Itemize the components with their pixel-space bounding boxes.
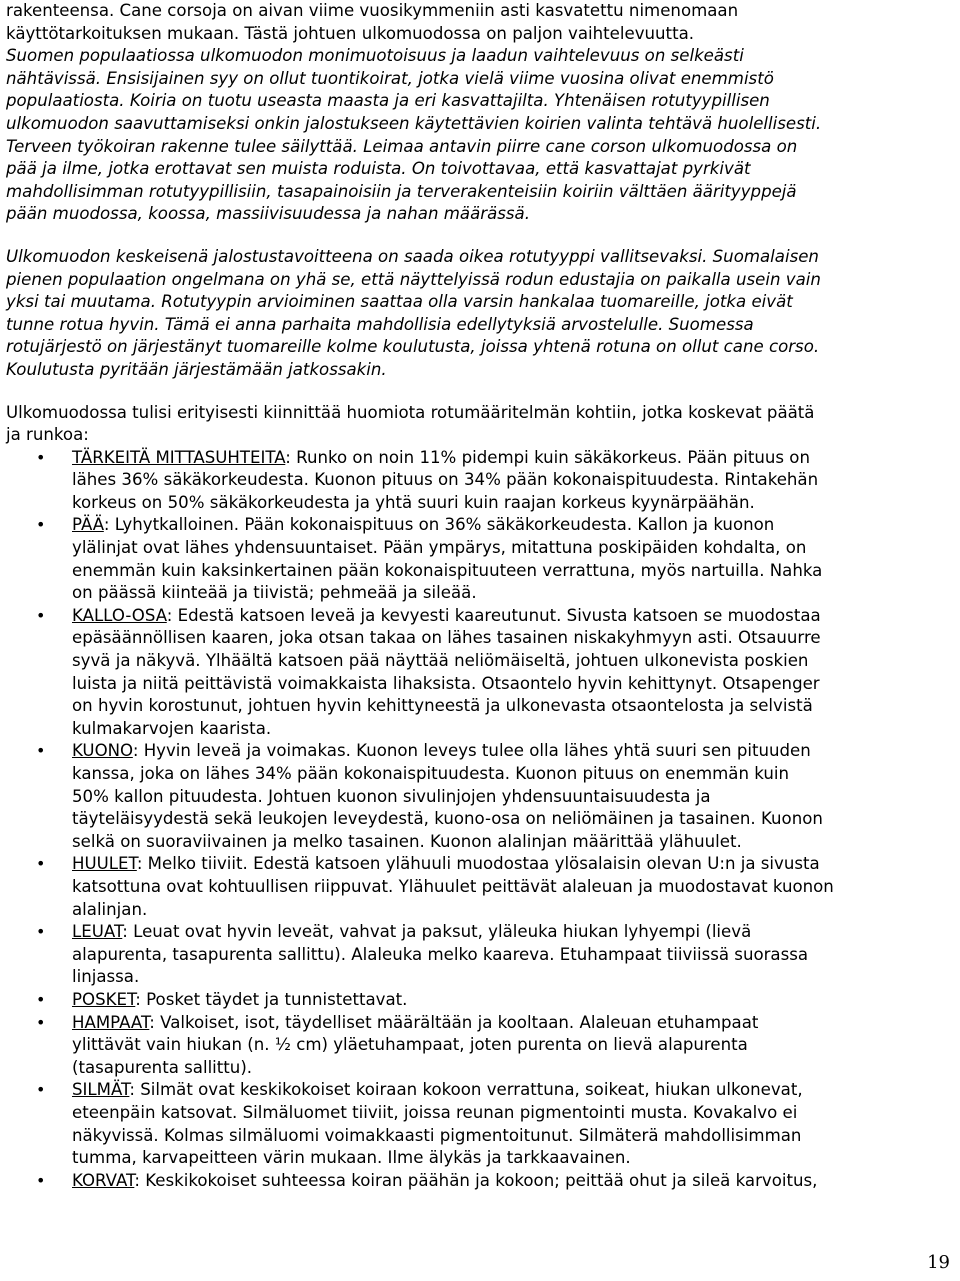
bullet-icon: • [36, 741, 46, 761]
list-item [6, 605, 956, 741]
paragraph-intro [6, 0, 956, 226]
text-line: lähes 36% säkäkorkeudesta. Kuonon pituus on 34% pään kokonaispituudesta. Rintakehän [72, 470, 819, 490]
text-line: käyttötarkoituksen mukaan. Tästä johtuen ulkomuodossa on paljon vaihtelevuutta. [6, 23, 695, 43]
text-line: tunne rotua hyvin. Tämä ei anna parhaita mahdollisia edellytyksiä arvostelulle. Suomessa [6, 314, 754, 334]
bullet-icon: • [36, 1012, 46, 1032]
text-line: linjassa. [72, 967, 140, 987]
text-line: pienen populaation ongelmana on yhä se, että näyttelyissä rodun edustajia on paikalla usein vain [6, 269, 821, 289]
item-term: LEUAT [72, 922, 123, 942]
item-text: : Runko on noin 11% pidempi kuin säkäkorkeus. Pään pituus on [285, 447, 810, 467]
item-text: : Melko tiiviit. Edestä katsoen ylähuuli muodostaa ylösalaisin olevan U:n ja sivusta [136, 854, 820, 874]
item-term: KALLO-OSA [72, 605, 167, 625]
text-line: (tasapurenta sallittu). [72, 1057, 253, 1077]
list-item [6, 921, 956, 989]
text-line: enemmän kuin kaksinkertainen pään kokonaispituuteen verrattuna, myös nartuilla. Nahka [72, 560, 823, 580]
text-line: ylälinjat ovat lähes yhdensuuntaiset. Pään ympärys, mitattuna poskipäiden kohdalta, on [72, 538, 807, 558]
item-text: : Valkoiset, isot, täydelliset määrältään ja kooltaan. Alaleuan etuhampaat [149, 1012, 759, 1032]
list-item [6, 514, 956, 604]
text-line: luista ja niitä peittävistä voimakkaista lihaksista. Otsaontelo hyvin kehittynyt. Otsapenger [72, 673, 820, 693]
list-item [6, 1012, 956, 1080]
item-text: : Hyvin leveä ja voimakas. Kuonon leveys tulee olla lähes yhtä suuri sen pituuden [132, 741, 811, 761]
item-term: SILMÄT [72, 1080, 130, 1100]
text-line: Koulutusta pyritään järjestämään jatkossakin. [6, 359, 387, 379]
text-line: alalinjan. [72, 899, 148, 919]
text-line: 50% kallon pituudesta. Johtuen kuonon sivulinjojen yhdensuuntaisuudesta ja [72, 786, 711, 806]
text-line: kanssa, joka on lähes 34% pään kokonaispituudesta. Kuonon pituus on enemmän kuin [72, 764, 789, 783]
item-text: : Posket täydet ja tunnistettavat. [135, 989, 408, 1009]
text-line: mahdollisimman rotutyypillisiin, tasapainoisiin ja terverakenteisiin koiriin välttäen äärityyppejä [6, 181, 797, 201]
item-term: HAMPAAT [72, 1012, 150, 1032]
text-line: kulmakarvojen kaarista. [72, 718, 272, 738]
text-line: on hyvin korostunut, johtuen hyvin kehittyneestä ja ulkonevasta otsaontelosta ja selvistä [72, 696, 813, 716]
item-term: POSKET [72, 989, 136, 1009]
bullet-icon: • [36, 989, 46, 1009]
text-line: ulkomuodon saavuttamiseksi onkin jalostukseen käytettävien koirien valinta tehtävä huolellisesti. [6, 113, 822, 133]
item-text: : Leuat ovat hyvin leveät, vahvat ja paksut, yläleuka hiukan lyhyempi (lievä [122, 922, 752, 942]
text-line: pää ja ilme, jotka erottavat sen muista roduista. On toivottavaa, että kasvattajat pyrkivät [6, 159, 751, 179]
list-item [6, 989, 956, 1012]
item-text: : Keskikokoiset suhteessa koiran päähän ja kokoon; peittää ohut ja sileä karvoitus, [134, 1170, 818, 1190]
text-line: tumma, karvapeitteen värin mukaan. Ilme älykäs ja tarkkaavainen. [72, 1148, 631, 1168]
text-line: pään muodossa, koossa, massiivisuudessa ja nahan määrässä. [6, 204, 530, 224]
text-line: Terveen työkoiran rakenne tulee säilyttää. Leimaa antavin piirre cane corson ulkomuodossa on [6, 136, 798, 156]
text-line: rotujärjestö on järjestänyt tuomareille kolme koulutusta, joissa yhtenä rotuna on ollut cane corso. [6, 337, 820, 357]
item-term: PÄÄ [72, 515, 104, 535]
document-page [6, 0, 956, 1192]
list-item [6, 1170, 956, 1193]
bullet-icon: • [36, 854, 46, 874]
text-line: ja runkoa: [6, 425, 89, 445]
text-line: ylittävät vain hiukan (n. ½ cm) yläetuhampaat, joten purenta on lievä alapurenta [72, 1035, 748, 1055]
text-line: näkyvissä. Kolmas silmäluomi voimakkaasti pigmentoitunut. Silmäterä mahdollisimman [72, 1125, 802, 1145]
bullet-icon: • [36, 922, 46, 942]
text-line: on päässä kiinteää ja tiivistä; pehmeää ja sileää. [72, 583, 477, 603]
page-number: 19 [927, 1252, 950, 1273]
item-term: HUULET [72, 854, 137, 874]
list-item [6, 447, 956, 515]
list-item [6, 853, 956, 921]
text-line: eteenpäin katsovat. Silmäluomet tiiviit, joissa reunan pigmentointi musta. Kovakalvo ei [72, 1102, 798, 1122]
bullet-icon: • [36, 515, 46, 535]
bullet-icon: • [36, 1170, 46, 1190]
text-line: alapurenta, tasapurenta sallittu). Alaleuka melko kaareva. Etuhampaat tiiviissä suorassa [72, 944, 809, 964]
text-line: epäsäännöllisen kaaren, joka otsan takaa on lähes tasainen niskakyhmyyn asti. Otsauurre [72, 628, 821, 648]
paragraph-breeding-goal [6, 246, 956, 382]
bullet-icon: • [36, 447, 46, 467]
item-text: : Silmät ovat keskikokoiset koiraan kokoon verrattuna, soikeat, hiukan ulkonevat, [129, 1080, 803, 1100]
item-term: TÄRKEITÄ MITTASUHTEITA [72, 447, 286, 467]
text-line: rakenteensa. Cane corsoja on aivan viime vuosikymmeniin asti kasvatettu nimenomaan [6, 1, 739, 20]
list-item [6, 740, 956, 853]
text-line: syvä ja näkyvä. Ylhäältä katsoen pää näyttää neliömäiseltä, johtuen ulkonevista poskien [72, 651, 809, 671]
item-term: KORVAT [72, 1170, 135, 1190]
text-line: korkeus on 50% säkäkorkeudesta ja yhtä suuri kuin raajan korkeus kyynärpäähän. [72, 492, 755, 512]
text-line: Ulkomuodon keskeisenä jalostustavoitteena on saada oikea rotutyyppi vallitsevaksi. Suomalaisen [6, 246, 819, 266]
text-line: Suomen populaatiossa ulkomuodon monimuotoisuus ja laadun vaihtelevuus on selkeästi [6, 46, 744, 66]
paragraph-focus-points [6, 402, 956, 447]
text-line: Ulkomuodossa tulisi erityisesti kiinnittää huomiota rotumääritelmän kohtiin, jotka koskevat päätä [6, 402, 815, 422]
bullet-icon: • [36, 1080, 46, 1100]
text-line: täyteläisyydestä sekä leukojen leveydestä, kuono-osa on neliömäinen ja tasainen. Kuonon [72, 809, 823, 829]
item-text: : Edestä katsoen leveä ja kevyesti kaareutunut. Sivusta katsoen se muodostaa [166, 605, 821, 625]
text-line: katsottuna ovat kohtuullisen riippuvat. Ylähuulet peittävät alaleuan ja muodostavat kuonon [72, 876, 834, 896]
list-item [6, 1079, 956, 1169]
item-text: : Lyhytkalloinen. Pään kokonaispituus on 36% säkäkorkeudesta. Kallon ja kuonon [103, 515, 775, 535]
standard-points-list [6, 447, 956, 1193]
text-line: selkä on suoraviivainen ja melko tasainen. Kuonon alalinjan määrittää ylähuulet. [72, 831, 742, 851]
text-line: populaatiosta. Koiria on tuotu useasta maasta ja eri kasvattajilta. Yhtenäisen rotutyypillisen [6, 91, 770, 111]
text-line: nähtävissä. Ensisijainen syy on ollut tuontikoirat, jotka vielä viime vuosina olivat enemmistö [6, 68, 774, 88]
text-line: yksi tai muutama. Rotutyypin arvioiminen saattaa olla varsin hankalaa tuomareille, jotka eivät [6, 292, 793, 312]
bullet-icon: • [36, 605, 46, 625]
item-term: KUONO [72, 741, 133, 761]
